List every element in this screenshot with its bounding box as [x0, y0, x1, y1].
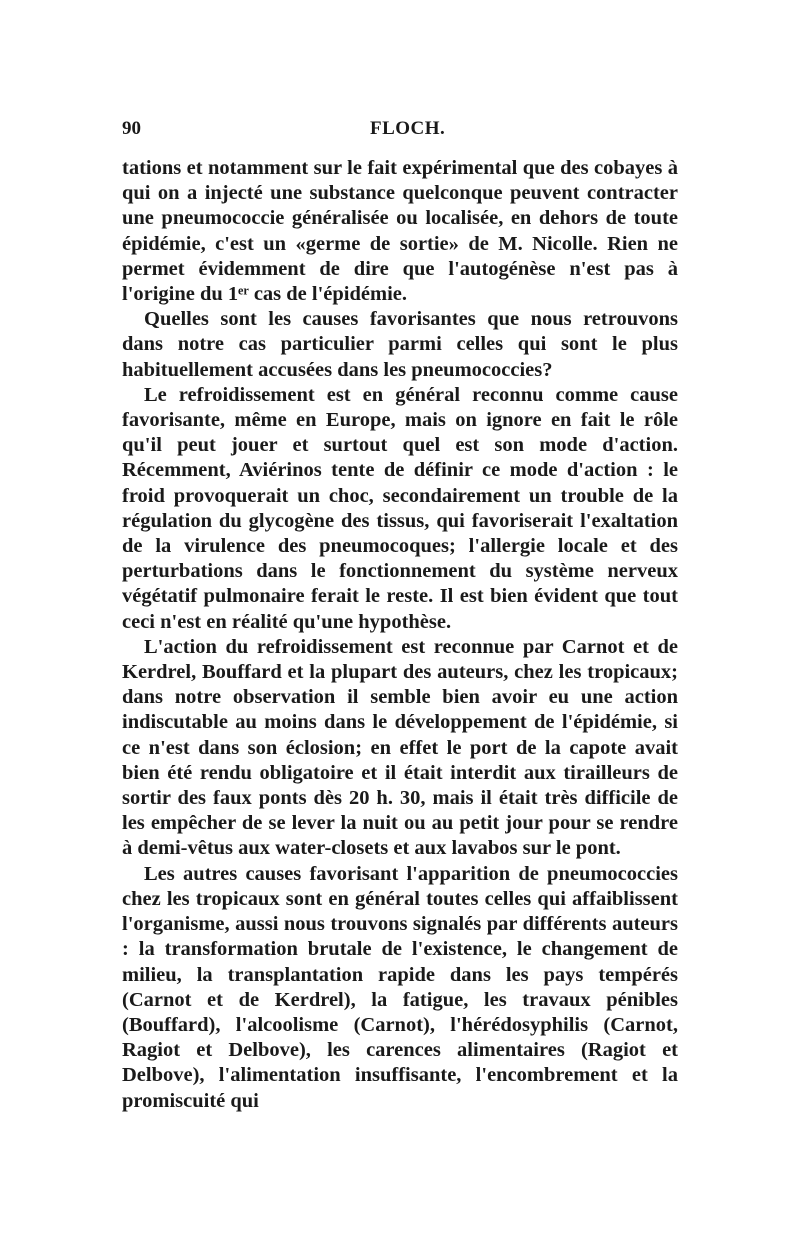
page-number: 90 [122, 118, 141, 139]
paragraph-5: Les autres causes favorisant l'apparition de pneumococcies chez les tropicaux sont en général toutes celles qui affaiblissent l'organisme, aussi nous trouvons signalés par différents auteurs : la transformation brutale de l'existence, le changement de milieu, la transplantation rapide dans les pays tempérés (Carnot et de Kerdrel), la fatigue, les travaux pénibles (Bouffard), l'alcoolisme (Carnot), l'hérédosyphilis (Carnot, Ragiot et Delbove), les carences alimentaires (Ragiot et Delbove), l'alimentation insuffisante, l'encombrement et la promiscuité qui [122, 862, 678, 1112]
paragraph-2: Quelles sont les causes favorisantes que nous retrouvons dans notre cas particulier parmi celles qui sont le plus habituellement accusées dans les pneumococcies? [122, 308, 678, 381]
paragraph-4: L'action du refroidissement est reconnue par Carnot et de Kerdrel, Bouffard et la plupart des auteurs, chez les tropicaux; dans notre observation il semble bien avoir eu une action indiscutable au moins dans le développement de l'épidémie, si ce n'est dans son éclosion; en effet le port de la capote avait bien été rendu obligatoire et il était interdit aux tirailleurs de sortir des faux ponts dès 20 h. 30, mais il était très difficile de les empêcher de se lever la nuit ou au petit jour pour se rendre à demi-vêtus aux water-closets et aux lavabos sur le pont. [122, 635, 678, 860]
page-header [122, 118, 678, 148]
running-head: FLOCH. [370, 118, 446, 139]
body-text [122, 156, 678, 1114]
paragraph-3: Le refroidissement est en général reconnu comme cause favorisante, même en Europe, mais on ignore en fait le rôle qu'il peut jouer et surtout quel est son mode d'action. Récemment, Aviérinos tente de définir ce mode d'action : le froid provoquerait un choc, secondairement un trouble de la régulation du glycogène des tissus, qui favoriserait l'exaltation de la virulence des pneumocoques; l'allergie locale et des perturbations dans le fonctionnement du système nerveux végétatif pulmonaire ferait le reste. Il est bien évident que tout ceci n'est en réalité qu'une hypothèse. [122, 383, 678, 633]
paragraph-1: tations et notamment sur le fait expérimental que des cobayes à qui on a injecté une substance quelconque peuvent contracter une pneumococcie généralisée ou localisée, en dehors de toute épidémie, c'est un «germe de sortie» de M. Nicolle. Rien ne permet évidemment de dire que l'autogénèse n'est pas à l'origine du 1ᵉʳ cas de l'épidémie. [122, 157, 678, 306]
